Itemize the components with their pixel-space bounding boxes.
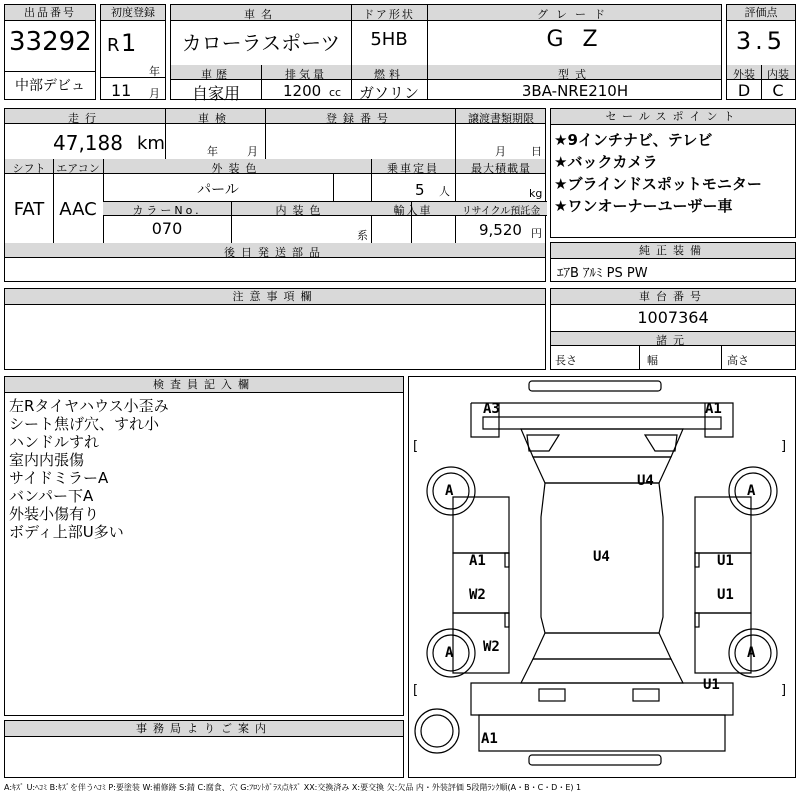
model-label: 型式: [558, 68, 592, 81]
inspector-line: サイドミラーA: [9, 469, 109, 487]
score-box: [726, 4, 796, 100]
capacity-unit: 人: [439, 185, 450, 198]
damage-label: U1: [703, 677, 720, 693]
damage-label: A: [747, 645, 756, 661]
equipment-label: 純正装備: [551, 243, 795, 259]
transfer-month-unit: 月: [495, 145, 506, 158]
model: 3BA-NRE210H: [521, 82, 629, 100]
interior-grade: C: [772, 81, 784, 100]
legend: A:ｷｽﾞ U:ﾍｺﾐ B:ｷｽﾞを伴うﾍｺﾐ P:要塗装 W:補修跡 S:錆 C:腐食、穴 G:ﾌﾛﾝﾄｶﾞﾗｽ点ｷｽﾞ XX:交換済み X:要交換 欠:欠品 内・外装評価 5段階ﾗﾝｸ順(A・B・C・D・E) 1: [4, 783, 582, 792]
mileage-unit: km: [137, 133, 165, 154]
interior-label: 内装: [767, 68, 789, 81]
notes-box: [4, 288, 546, 370]
inspection-year-unit: 年: [207, 145, 218, 158]
inspector-line: ハンドルすれ: [9, 433, 100, 451]
capacity-label: 乗車定員: [387, 162, 439, 175]
interior-color-label: 内装色: [275, 204, 327, 217]
inspector-line: 左Rタイヤハウス小歪み: [9, 397, 169, 415]
bracket-left: [: [413, 439, 419, 454]
capacity: 5: [415, 181, 425, 199]
era: R: [107, 35, 120, 56]
import-label: 輸入車: [393, 204, 433, 217]
exterior-label: 外装: [733, 68, 755, 81]
score: 3.5: [735, 27, 787, 55]
dims-label: 諸元: [656, 334, 690, 347]
lot-number: 33292: [9, 27, 92, 57]
damage-label: A: [747, 483, 756, 499]
inspector-line: ボディ上部U多い: [9, 523, 124, 541]
bracket-right: ]: [781, 439, 787, 454]
damage-label: A: [445, 483, 454, 499]
car-diagram: [408, 376, 796, 778]
transfer-day-unit: 日: [531, 145, 542, 158]
inspector-line: バンパー下A: [9, 487, 94, 505]
color: パール: [197, 182, 239, 198]
max-load-unit: kg: [529, 187, 543, 200]
score-label: 評価点: [727, 5, 795, 21]
recycle: 9,520: [479, 221, 522, 239]
interior-color-unit: 系: [357, 229, 368, 242]
sales-point-item: ★ワンオーナーユーザー車: [554, 197, 733, 215]
fuel: ガソリン: [358, 84, 419, 102]
detail-box: [4, 108, 546, 282]
sales-point-item: ★ブラインドスポットモニター: [554, 175, 762, 193]
notes-label: 注意事項欄: [5, 289, 545, 305]
later-parts-label: 後日発送部品: [224, 246, 326, 259]
door-type: 5HB: [370, 29, 408, 50]
inspector-line: シート焦げ穴、すれ小: [9, 415, 160, 433]
venue: 中部デビュ: [15, 78, 85, 94]
width-label: 幅: [647, 354, 658, 367]
color-no-label: カラーNo.: [132, 204, 202, 217]
damage-label: W2: [483, 639, 500, 655]
car-outline: [409, 377, 795, 777]
reg-no-label: 登録番号: [326, 112, 394, 125]
inspector-box: [4, 376, 404, 716]
damage-label: A1: [481, 731, 498, 747]
ac: AAC: [59, 199, 97, 220]
first-registration-box: [100, 4, 166, 100]
office-box: [4, 720, 404, 778]
office-label: 事務局よりご案内: [5, 721, 403, 737]
sales-points-label: セールスポイント: [551, 109, 795, 125]
exterior-grade: D: [737, 81, 751, 100]
damage-label: A1: [705, 401, 722, 417]
sales-point-item: ★バックカメラ: [554, 153, 658, 171]
car-name-label: 車名: [244, 8, 278, 21]
inspector-line: 室内内張傷: [9, 451, 85, 469]
inspection-month-unit: 月: [247, 145, 258, 158]
displacement: 1200: [283, 82, 322, 100]
bracket-right: ]: [781, 683, 787, 698]
damage-label: W2: [469, 587, 486, 603]
shift: FAT: [13, 199, 45, 220]
sales-points-box: [550, 108, 796, 238]
damage-label: U1: [717, 587, 734, 603]
recycle-unit: 円: [531, 227, 542, 240]
shift-label: シフト: [12, 162, 46, 175]
inspector-label: 検査員記入欄: [5, 377, 403, 393]
vehicle-info-box: [170, 4, 722, 103]
damage-label: U4: [593, 549, 610, 565]
history: 自家用: [191, 84, 240, 103]
mileage-label: 走行: [68, 112, 102, 125]
damage-label: A: [445, 645, 454, 661]
chassis-box: [550, 288, 796, 370]
height-label: 高さ: [727, 354, 749, 367]
max-load-label: 最大積載量: [471, 162, 531, 175]
ac-label: エアコン: [56, 162, 100, 175]
lot-label: 出品番号: [5, 5, 95, 21]
inspector-line: 外装小傷有り: [9, 505, 100, 523]
grade-label: グレード: [537, 8, 613, 21]
damage-label: U1: [717, 553, 734, 569]
month-unit: 月: [149, 87, 160, 100]
car-name: カローラスポーツ: [181, 31, 341, 55]
equipment-value: ｴｱB ｱﾙﾐ PS PW: [557, 266, 648, 281]
color-no: 070: [151, 219, 183, 238]
color-label: 外装色: [211, 162, 263, 175]
displacement-unit: cc: [329, 86, 342, 99]
recycle-label: リサイクル預託金: [461, 206, 541, 217]
first-reg-year: 1: [121, 29, 137, 57]
first-reg-label: 初度登録: [101, 5, 165, 21]
length-label: 長さ: [555, 354, 577, 367]
sales-point-item: ★9インチナビ、テレビ: [554, 131, 713, 149]
bracket-left: [: [413, 683, 419, 698]
mileage: 47,188: [53, 131, 123, 155]
lot-box: [4, 4, 96, 100]
first-reg-month: 11: [111, 81, 132, 100]
transfer-label: 譲渡書類期限: [468, 112, 534, 125]
year-unit: 年: [149, 65, 160, 78]
displacement-label: 排気量: [285, 68, 327, 81]
equipment-box: [550, 242, 796, 282]
chassis-number: 1007364: [637, 308, 709, 327]
fuel-label: 燃料: [374, 68, 404, 81]
damage-label: A1: [469, 553, 486, 569]
door-label: ドア形状: [363, 8, 415, 21]
grade: G Z: [546, 27, 604, 52]
history-label: 車歴: [201, 68, 231, 81]
inspection-label: 車検: [198, 112, 232, 125]
damage-label: A3: [483, 401, 500, 417]
chassis-label: 車台番号: [551, 289, 795, 305]
damage-label: U4: [637, 473, 654, 489]
